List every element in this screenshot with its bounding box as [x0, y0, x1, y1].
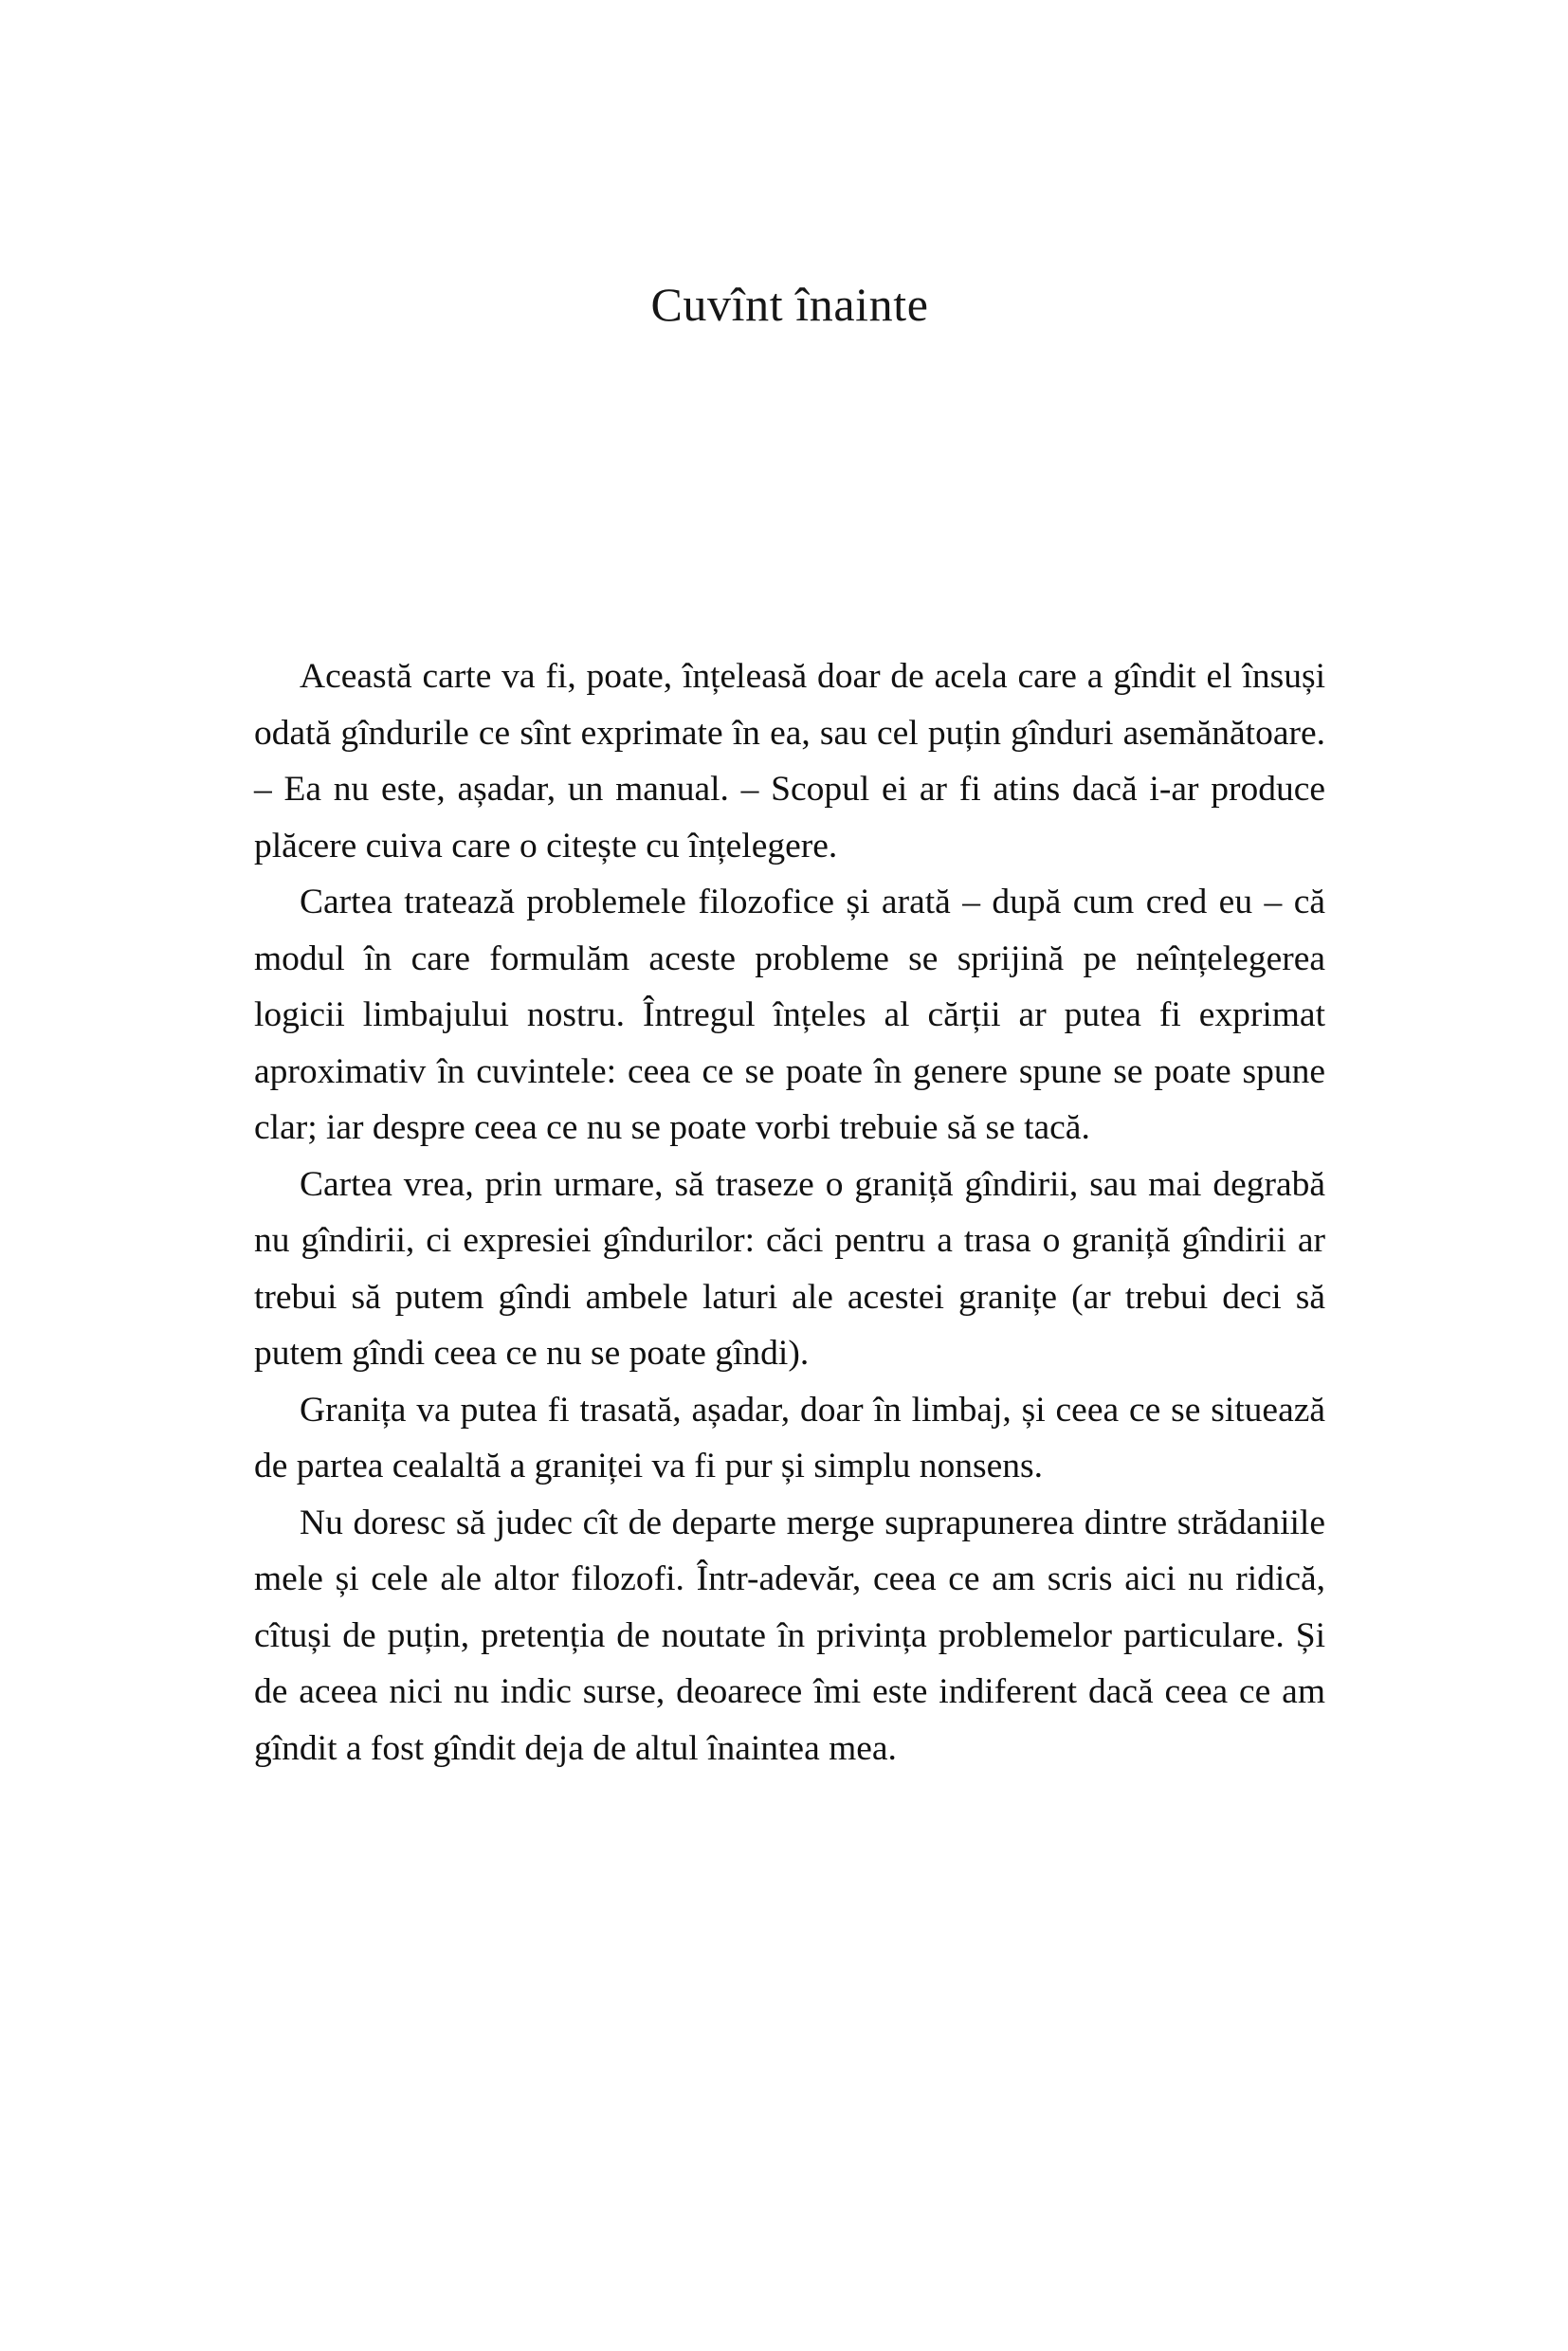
- paragraph: Granița va putea fi trasată, așadar, doar în limbaj, și ceea ce se situează de partea cealaltă a graniței va fi pur și simplu nonsens.: [254, 1390, 1325, 1485]
- body-text: [254, 332, 1325, 1777]
- page-content: [254, 0, 1325, 2351]
- paragraph: Cartea tratează problemele filozofice și arată – după cum cred eu – că modul în care formulăm aceste probleme se sprijină pe neînțelegerea logicii limbajului nostru. Întregul înțeles al cărții ar putea fi exprimat aproximativ în cuvintele: ceea ce se poate în genere spune se poate spune clar; iar despre ceea ce nu se poate vorbi trebuie să se tacă.: [254, 883, 1325, 1147]
- paragraph: Cartea vrea, prin urmare, să traseze o graniță gîndirii, sau mai degrabă nu gîndirii, ci expresiei gîndurilor: căci pentru a trasa o graniță gîndirii ar trebui să putem gîndi ambele laturi ale acestei granițe (ar trebui deci să putem gîndi ceea ce nu se poate gîndi).: [254, 1164, 1325, 1373]
- page-title: Cuvînt înainte: [650, 278, 929, 331]
- paragraph: Nu doresc să judec cît de departe merge suprapunerea dintre strădaniile mele și cele ale altor filozofi. Într-adevăr, ceea ce am scris aici nu ridică, cîtuși de puțin, pretenția de noutate în privința problemelor particulare. Și de aceea nici nu indic surse, deoarece îmi este indiferent dacă ceea ce am gîndit a fost gîndit deja de altul înaintea mea.: [254, 1503, 1325, 1768]
- paragraph: Această carte va fi, poate, înțeleasă doar de acela care a gîndit el însuși odată gîndurile ce sînt exprimate în ea, sau cel puțin gînduri asemănătoare. – Ea nu este, așadar, un manual. – Scopul ei ar fi atins dacă i-ar produce plăcere cuiva care o citește cu înțelegere.: [254, 657, 1325, 866]
